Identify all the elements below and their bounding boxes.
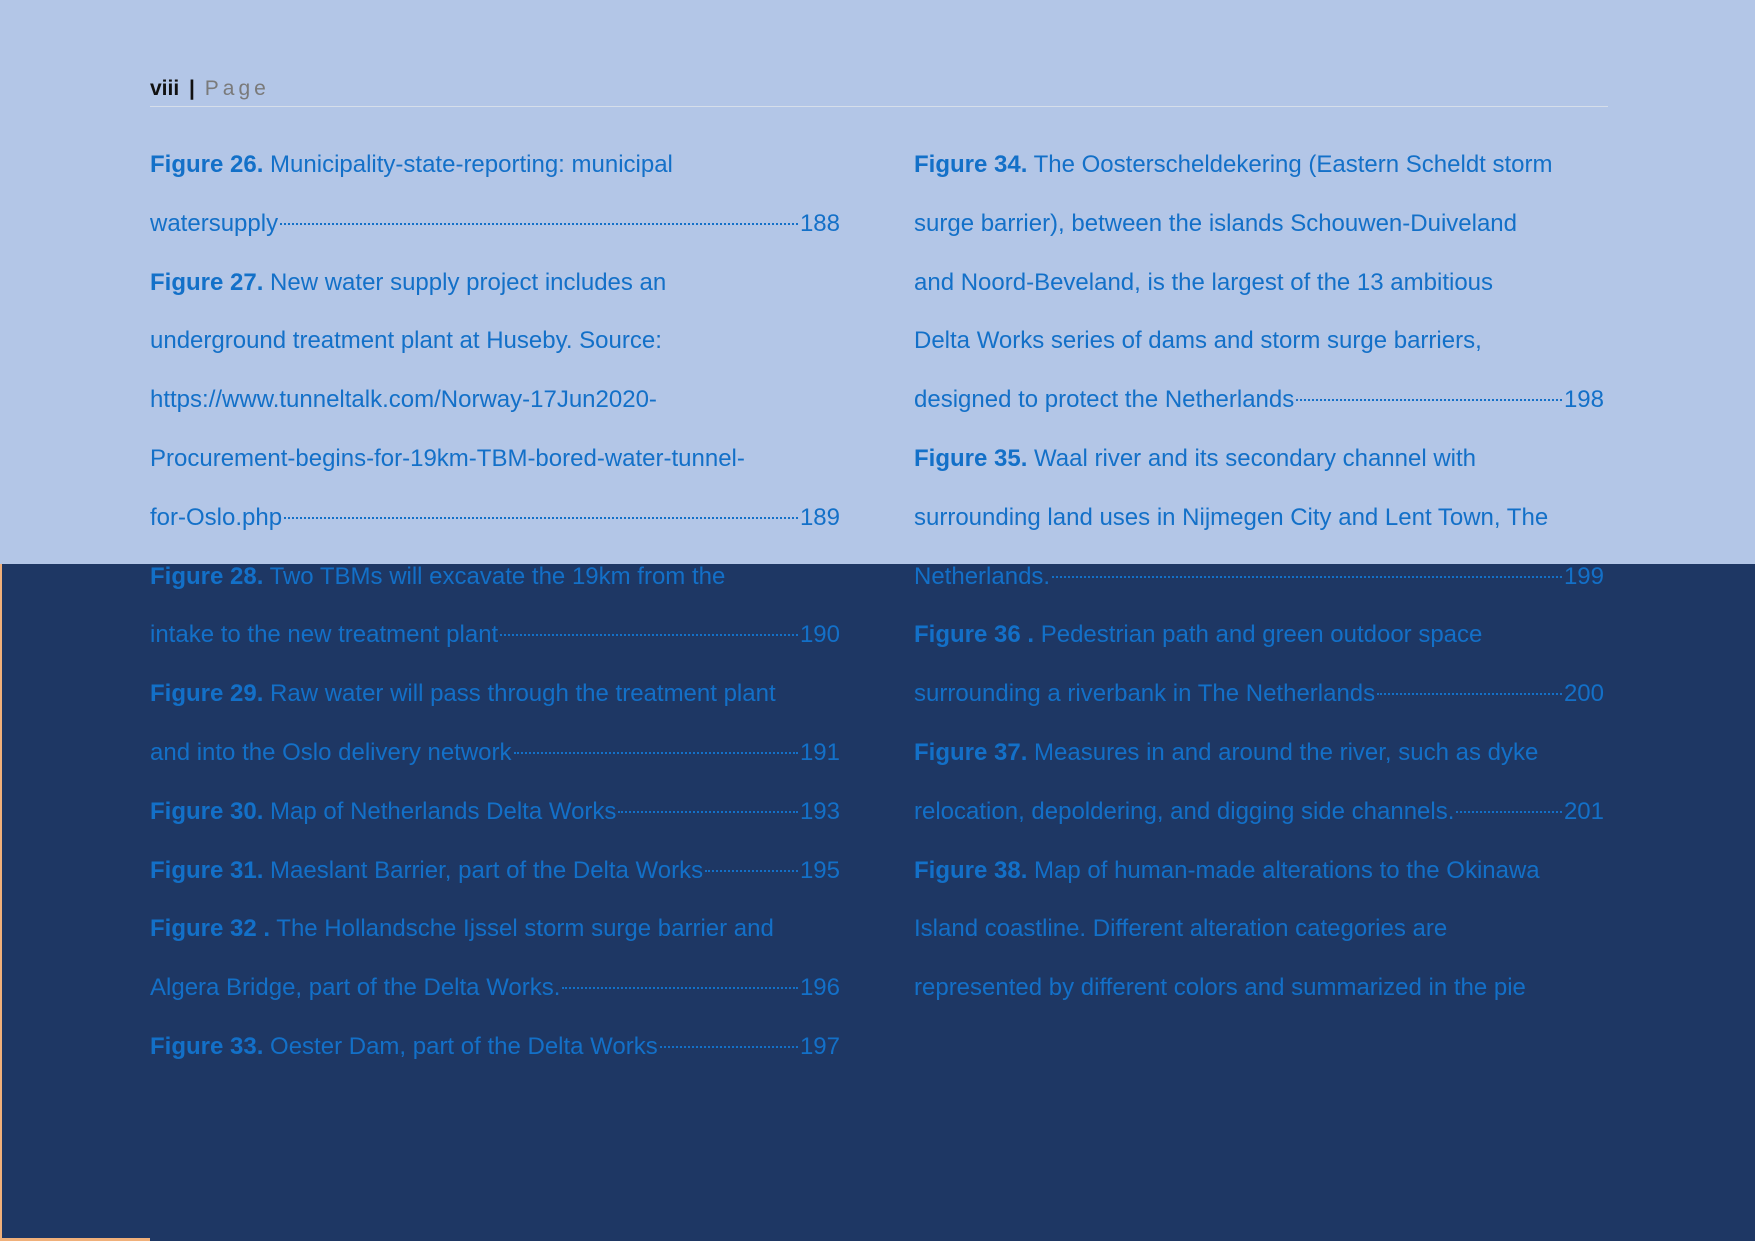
figure-label: Figure 37. — [914, 738, 1028, 766]
figure-label: Figure 33. — [150, 1032, 264, 1060]
dot-leader — [514, 752, 798, 754]
dot-leader — [660, 1046, 798, 1048]
entry-caption-text: Two TBMs will excavate the 19km from the — [269, 562, 726, 590]
entry-text-line — [150, 900, 840, 959]
entry-text-line: represented by different colors and summarized in the pie — [914, 974, 1526, 1002]
figure-list-entry[interactable] — [150, 665, 840, 783]
figure-list-left-column — [150, 136, 840, 1077]
entry-caption-text: The Oosterscheldekering (Eastern Scheldt storm — [1033, 151, 1553, 178]
entry-caption-text: Municipality-state-reporting: municipal — [270, 151, 673, 178]
figure-label: Figure 35. — [914, 444, 1028, 472]
entry-last-line — [150, 724, 840, 783]
entry-last-line — [914, 548, 1604, 607]
dot-leader — [1296, 399, 1562, 401]
figure-list-entry[interactable] — [150, 900, 840, 1018]
figure-label: Figure 31. — [150, 856, 264, 884]
page-reference: 189 — [799, 503, 840, 531]
page-reference: 197 — [799, 1032, 840, 1060]
figure-label: Figure 29. — [150, 680, 264, 708]
entry-caption-text: Map of human-made alterations to the Okinawa — [1034, 856, 1540, 884]
entry-text-line — [914, 842, 1604, 901]
figure-label: Figure 27. — [150, 268, 264, 296]
entry-text-line — [150, 665, 840, 724]
entry-text-line: Procurement-begins-for-19km-TBM-bored-water-tunnel- — [150, 444, 745, 472]
entry-text-line — [914, 430, 1604, 489]
dot-leader — [284, 517, 798, 519]
entry-text-line — [914, 724, 1604, 783]
page-reference: 190 — [799, 621, 840, 649]
entry-text-line: underground treatment plant at Huseby. Source: — [150, 327, 662, 355]
entry-last-line — [150, 959, 840, 1018]
page-reference: 195 — [799, 856, 840, 884]
figure-list-entry[interactable] — [150, 842, 840, 901]
entry-caption-text: Figure 30. Map of Netherlands Delta Works — [150, 797, 617, 825]
entry-last-line — [914, 371, 1604, 430]
page-reference: 200 — [1563, 680, 1604, 708]
dot-leader — [1052, 576, 1562, 578]
page-reference: 191 — [799, 738, 840, 766]
entry-caption-text: Figure 31. Maeslant Barrier, part of the Delta Works — [150, 856, 704, 884]
entry-caption-text: and into the Oslo delivery network — [150, 738, 512, 766]
figure-label: Figure 30. — [150, 797, 264, 825]
entry-last-line — [150, 783, 840, 842]
entry-caption-text: for-Oslo.php — [150, 503, 283, 531]
entry-caption-text: Waal river and its secondary channel with — [1034, 444, 1477, 472]
page-reference: 193 — [799, 797, 840, 825]
page-number: viii — [150, 77, 180, 100]
entry-text-line: Island coastline. Different alteration categories are — [914, 915, 1448, 943]
figure-list-entry[interactable] — [150, 136, 840, 254]
dot-leader — [705, 870, 798, 872]
entry-caption-text: designed to protect the Netherlands — [914, 386, 1295, 414]
figure-list-entry[interactable] — [914, 430, 1604, 606]
dot-leader — [562, 987, 798, 989]
entry-text-line: surrounding land uses in Nijmegen City and Lent Town, The — [914, 503, 1549, 531]
entry-text-line: Delta Works series of dams and storm surge barriers, — [914, 327, 1482, 355]
entry-caption-text: Raw water will pass through the treatment plant — [270, 680, 776, 708]
entry-text-line — [914, 606, 1604, 665]
entry-text-line: surge barrier), between the islands Schouwen-Duiveland — [914, 209, 1517, 237]
left-edge-strip — [0, 564, 2, 1241]
figure-list-entry[interactable] — [914, 136, 1604, 430]
figure-label: Figure 36 . — [914, 621, 1035, 649]
entry-caption-text: watersupply — [150, 209, 279, 237]
page-reference: 198 — [1563, 386, 1604, 414]
entry-last-line — [914, 665, 1604, 724]
entry-caption-text: Netherlands. — [914, 562, 1051, 590]
entry-caption-text: surrounding a riverbank in The Netherlands — [914, 680, 1376, 708]
entry-text-line: and Noord-Beveland, is the largest of the 13 ambitious — [914, 268, 1494, 296]
entry-caption-text: Algera Bridge, part of the Delta Works. — [150, 974, 561, 1002]
figure-list-entry[interactable] — [914, 842, 1604, 1018]
figure-list-entry[interactable] — [150, 783, 840, 842]
entry-caption-text: The Hollandsche Ijssel storm surge barrier and — [276, 915, 774, 943]
entry-text-line — [150, 254, 840, 313]
figure-list-entry[interactable] — [150, 548, 840, 666]
figure-label: Figure 26. — [150, 151, 264, 178]
figure-label: Figure 38. — [914, 856, 1028, 884]
figure-list-entry[interactable] — [914, 606, 1604, 724]
figure-list-right-column — [914, 136, 1604, 1018]
figure-label: Figure 32 . — [150, 915, 271, 943]
entry-text-line: https://www.tunneltalk.com/Norway-17Jun2020- — [150, 386, 657, 414]
figure-list-entry[interactable] — [150, 1018, 840, 1077]
dot-leader — [618, 811, 798, 813]
page-reference: 201 — [1563, 797, 1604, 825]
entry-caption-text: Figure 33. Oester Dam, part of the Delta Works — [150, 1032, 658, 1060]
dot-leader — [500, 634, 798, 636]
entry-caption-text: New water supply project includes an — [270, 268, 667, 296]
page-reference: 196 — [799, 974, 840, 1002]
page-reference: 199 — [1563, 562, 1604, 590]
entry-last-line — [150, 195, 840, 254]
figure-list-entry[interactable] — [914, 724, 1604, 842]
entry-last-line — [914, 783, 1604, 842]
entry-text-line — [914, 136, 1604, 195]
figure-label: Figure 28. — [150, 562, 264, 590]
entry-caption-text: relocation, depoldering, and digging side channels. — [914, 797, 1455, 825]
entry-text-line — [150, 136, 840, 195]
page-label: Page — [204, 77, 270, 100]
entry-caption-text: Measures in and around the river, such as dyke — [1034, 738, 1539, 766]
dot-leader — [1456, 811, 1562, 813]
entry-caption-text: Pedestrian path and green outdoor space — [1040, 621, 1483, 649]
figure-list-entry[interactable] — [150, 254, 840, 548]
figure-label: Figure 34. — [914, 151, 1028, 178]
entry-text-line — [150, 548, 840, 607]
page-header — [150, 76, 1608, 107]
entry-last-line — [150, 606, 840, 665]
page-reference: 188 — [799, 209, 840, 237]
dot-leader — [1377, 693, 1562, 695]
dot-leader — [280, 223, 798, 225]
entry-last-line — [150, 842, 840, 901]
entry-caption-text: intake to the new treatment plant — [150, 621, 499, 649]
entry-last-line — [150, 489, 840, 548]
entry-last-line — [150, 1018, 840, 1077]
header-separator: | — [189, 77, 195, 100]
